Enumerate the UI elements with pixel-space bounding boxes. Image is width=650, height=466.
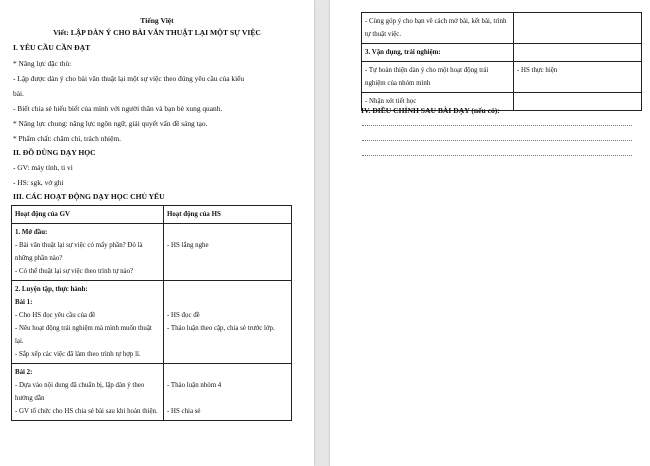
text-line: * Năng lực chung: năng lực ngôn ngữ, giải quyết vấn đề sáng tạo. — [13, 119, 208, 128]
dotted-line — [362, 155, 632, 156]
cell-hs: - HS thực hiện — [514, 62, 642, 93]
section-heading-3: III. CÁC HOẠT ĐỘNG DẠY HỌC CHỦ YẾU — [13, 192, 165, 201]
exercise-label: Bài 1: — [15, 299, 33, 306]
cell-text: - Sắp xếp các việc đã làm theo trình tự hợp lí. — [15, 351, 141, 358]
cell-text: - Thảo luận theo cặp, chia sẻ trước lớp. — [167, 325, 275, 332]
exercise-label: Bài 2: — [15, 369, 33, 376]
cell-hs — [514, 44, 642, 62]
cell-gv — [12, 281, 164, 364]
cell-gv: - Tự hoàn thiện dàn ý cho một hoạt động trải nghiệm của nhóm mình — [362, 62, 514, 93]
cell-text: - GV tổ chức cho HS chia sẻ bài sau khi hoàn thiện. — [15, 408, 158, 415]
lesson-title: Viết: LẬP DÀN Ý CHO BÀI VĂN THUẬT LẠI MỘT SỰ VIỆC — [53, 28, 261, 37]
cell-text: - HS lắng nghe — [167, 242, 209, 249]
section-heading-1: I. YÊU CẦU CẦN ĐẠT — [13, 43, 91, 52]
cell-text: - Dựa vào nội dung đã chuẩn bị, lập dàn ý theo hướng dẫn — [15, 382, 145, 402]
cell-hs — [164, 224, 292, 281]
text-line: - Lập được dàn ý cho bài văn thuật lại một sự việc theo đúng yêu cầu của kiểu — [13, 74, 245, 83]
cell-hs — [514, 93, 642, 111]
text-line: - GV: máy tính, ti vi — [13, 163, 73, 172]
table-row — [12, 364, 292, 421]
text-line: bài. — [13, 89, 24, 98]
row-title: 2. Luyện tập, thực hành: — [15, 286, 88, 293]
cell-gv — [12, 364, 164, 421]
table-row — [362, 62, 642, 93]
cell-gv — [12, 224, 164, 281]
cell-text: - Cho HS đọc yêu cầu của đề — [15, 312, 96, 319]
text-line: * Năng lực đặc thù: — [13, 59, 72, 68]
cell-hs — [514, 13, 642, 44]
activity-table — [11, 205, 292, 421]
cell-text: - HS đọc đề — [167, 312, 200, 319]
table-row — [362, 44, 642, 62]
header-hs: Hoạt động của HS — [164, 206, 292, 224]
table-row — [12, 281, 292, 364]
cell-gv: - Cùng góp ý cho bạn về cách mở bài, kết bài, trình tự thuật việc. — [362, 13, 514, 44]
activity-table-continued — [361, 12, 642, 111]
section-heading-2: II. ĐỒ DÙNG DẠY HỌC — [13, 148, 96, 157]
document-page-left — [0, 0, 314, 466]
text-line: * Phẩm chất: chăm chỉ, trách nhiệm. — [13, 134, 121, 143]
table-row — [362, 13, 642, 44]
cell-hs — [164, 364, 292, 421]
table-header-row — [12, 206, 292, 224]
text-line: - HS: sgk, vở ghi — [13, 178, 64, 187]
text-line: - Biết chia sẻ hiểu biết của mình với người thân và bạn bè xung quanh. — [13, 104, 223, 113]
header-gv: Hoạt động của GV — [12, 206, 164, 224]
dotted-line — [362, 125, 632, 126]
cell-text: - HS chia sẻ — [167, 408, 201, 415]
table-row — [12, 224, 292, 281]
document-page-right — [330, 0, 650, 466]
cell-text: - Có thể thuật lại sự việc theo trình tự nào? — [15, 268, 134, 275]
row-title: 1. Mở đầu: — [15, 229, 48, 236]
cell-text: - Thảo luận nhóm 4 — [167, 382, 222, 389]
row-title: 3. Vận dụng, trải nghiệm: — [362, 44, 514, 62]
cell-text: - Nêu hoạt động trải nghiệm mà mình muốn thuật lại. — [15, 325, 152, 345]
dotted-line — [362, 140, 632, 141]
cell-gv: - Nhận xét tiết học — [362, 93, 514, 111]
section-heading-4: IV. ĐIỀU CHỈNH SAU BÀI DẠY (nếu có): — [361, 106, 500, 115]
cell-text: - Bài văn thuật lại sự việc có mấy phần? Đó là những phần nào? — [15, 242, 143, 262]
subject-heading: Tiếng Việt — [140, 16, 174, 25]
cell-hs — [164, 281, 292, 364]
